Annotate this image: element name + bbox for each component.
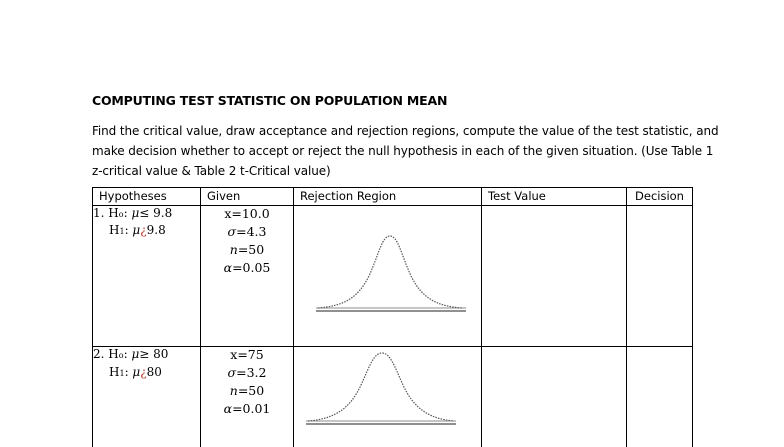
header-given: Given [201,188,294,206]
table-row [93,206,693,347]
given-alpha [201,401,293,419]
h1-subscript: 1 [119,227,124,236]
h0-label: H [108,206,118,220]
instructions-paragraph [92,121,700,181]
mu-symbol: μ [131,206,139,220]
sigma-value: =4.3 [236,224,266,239]
decision-cell[interactable] [627,206,693,347]
given-cell [201,206,294,347]
mu-symbol: μ [132,365,140,379]
h1-label: H [109,365,119,379]
given-xbar [201,206,293,224]
h0-value: 9.8 [153,206,172,220]
h0-subscript: o [119,210,124,219]
instructions-line-3: z-critical value & Table 2 t-Critical value) [92,161,700,181]
table-row [93,347,693,447]
item-number: 2. [93,347,104,361]
given-cell [201,347,294,447]
page-title: COMPUTING TEST STATISTIC ON POPULATION MEAN [92,93,447,108]
item-number: 1. [93,206,104,220]
alpha-symbol: α [224,401,232,416]
header-hypotheses: Hypotheses [93,188,201,206]
n-value: =50 [238,383,264,398]
alpha-value: =0.01 [232,401,270,416]
rejection-region-cell [294,206,482,347]
normal-curve-icon [294,206,482,346]
h0-subscript: o [119,351,124,360]
instructions-line-2: make decision whether to accept or reject the null hypothesis in each of the given situation. (Use Table 1 [92,141,700,161]
xbar-symbol: $\overline{x}$ [224,206,231,221]
hypotheses-cell [93,206,201,347]
n-symbol: n [230,383,238,398]
h0-label: H [108,347,118,361]
n-symbol: n [230,242,238,257]
sigma-value: =3.2 [236,365,266,380]
n-value: =50 [238,242,264,257]
header-rejection-region: Rejection Region [294,188,482,206]
hypotheses-cell [93,347,201,447]
h1-subscript: 1 [119,369,124,378]
given-alpha [201,260,293,278]
header-test-value: Test Value [482,188,627,206]
given-sigma [201,365,293,383]
xbar-value: =10.0 [231,206,269,221]
xbar-symbol: $\overline{x}$ [230,347,237,362]
mu-symbol: μ [132,223,140,237]
alternative-hypothesis: H1: μ¿80 [93,365,200,383]
alpha-symbol: α [224,260,232,275]
null-hypothesis: 1. Ho: μ≤ 9.8 [93,206,200,223]
h0-relation: ≤ [139,206,149,220]
hypothesis-table [92,187,693,447]
given-n [201,383,293,401]
h1-value: 80 [147,365,162,379]
table-header-row [93,188,693,206]
h1-relation: ¿ [140,365,146,379]
alternative-hypothesis: H1: μ¿9.8 [93,223,200,240]
test-value-cell[interactable] [482,347,627,447]
header-decision: Decision [627,188,693,206]
normal-curve-icon [294,347,482,447]
alpha-value: =0.05 [232,260,270,275]
given-xbar [201,347,293,365]
instructions-line-1: Find the critical value, draw acceptance and rejection regions, compute the value of the test statistic, and [92,121,700,141]
given-n [201,242,293,260]
sigma-symbol: σ [228,365,237,380]
null-hypothesis: 2. Ho: μ≥ 80 [93,347,200,365]
sigma-symbol: σ [228,224,237,239]
h0-relation: ≥ [139,347,149,361]
h1-value: 9.8 [147,223,166,237]
xbar-value: =75 [237,347,263,362]
h0-value: 80 [153,347,168,361]
rejection-region-cell [294,347,482,447]
mu-symbol: μ [131,347,139,361]
decision-cell[interactable] [627,347,693,447]
h1-label: H [109,223,119,237]
test-value-cell[interactable] [482,206,627,347]
given-sigma [201,224,293,242]
h1-relation: ¿ [140,223,146,237]
